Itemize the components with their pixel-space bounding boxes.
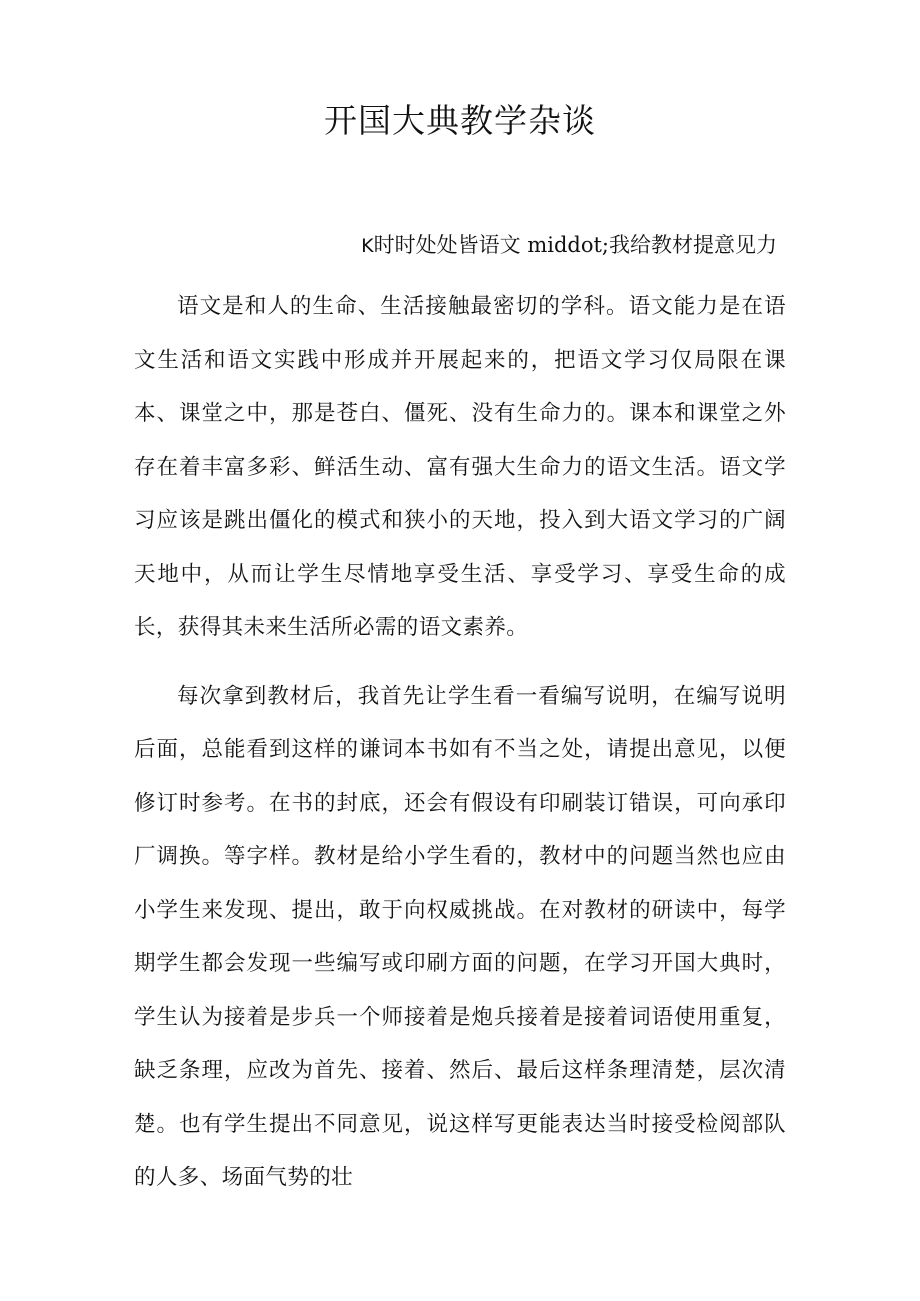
paragraph: 语文是和人的生命、生活接触最密切的学科。语文能力是在语文生活和语文实践中形成并开展起来的，把语文学习仅局限在课本、课堂之中，那是苍白、僵死、没有生命力的。课本和课堂之外存在着丰富多彩、鲜活生动、富有强大生命力的语文生活。语文学习应该是跳出僵化的模式和狭小的天地，投入到大语文学习的广阔天地中，从而让学生尽情地享受生活、享受学习、享受生命的成长，获得其未来生活所必需的语文素养。 <box>134 294 786 640</box>
document-title: 开国大典教学杂谈 <box>324 101 596 140</box>
document-subtitle <box>361 226 777 265</box>
document-body <box>134 280 786 1205</box>
paragraph: 每次拿到教材后，我首先让学生看一看编写说明，在编写说明后面，总能看到这样的谦词本书如有不当之处，请提出意见，以便修订时参考。在书的封底，还会有假设有印刷装订错误，可向承印厂调换。等字样。教材是给小学生看的，教材中的问题当然也应由小学生来发现、提出，敢于向权威挑战。在对教材的研读中，每学期学生都会发现一些编写或印刷方面的问题，在学习开国大典时，学生认为接着是步兵一个师接着是炮兵接着是接着词语使用重复，缺乏条理，应改为首先、接着、然后、最后这样条理清楚，层次清楚。也有学生提出不同意见，说这样写更能表达当时接受检阅部队的人多、场面气势的壮 <box>134 683 786 1190</box>
subtitle-prefix: K <box>361 235 374 257</box>
subtitle-text: 时时处处皆语文 middot;我给教材提意见力 <box>373 233 777 257</box>
